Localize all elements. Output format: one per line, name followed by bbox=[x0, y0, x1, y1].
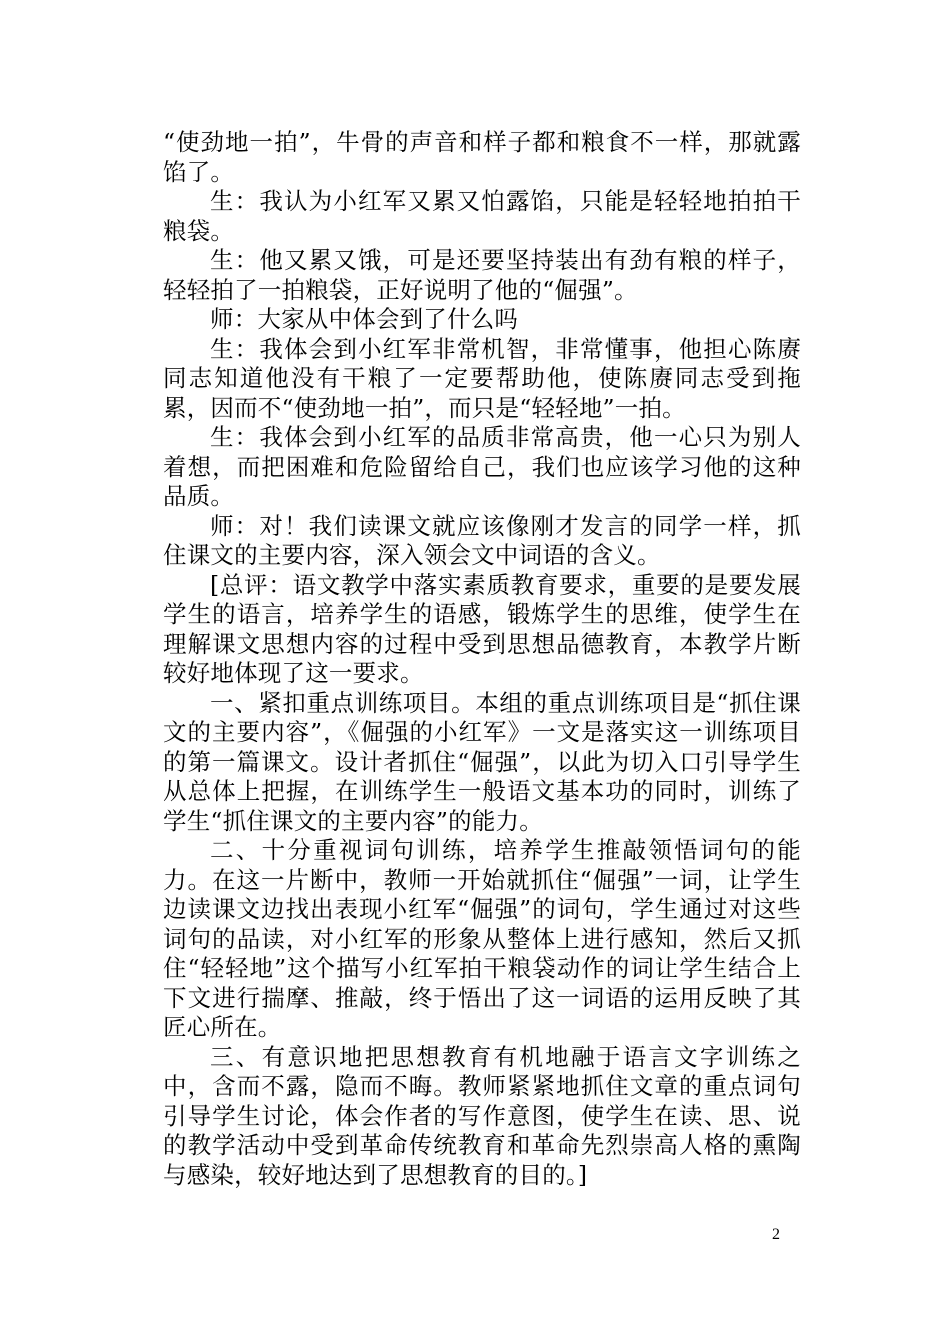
page-number: 2 bbox=[772, 1226, 780, 1243]
paragraph: [总评：语文教学中落实素质教育要求，重要的是要发展学生的语言，培养学生的语感，锻炼学生的思维，使学生在理解课文思想内容的过程中受到思想品德教育，本教学片断较好地体现了这一要求。 bbox=[163, 570, 801, 687]
document-body bbox=[163, 128, 801, 1190]
paragraph: 生：我体会到小红军的品质非常高贵，他一心只为别人着想，而把困难和危险留给自己，我们也应该学习他的这种品质。 bbox=[163, 423, 801, 510]
paragraph: 一、紧扣重点训练项目。本组的重点训练项目是“抓住课文的主要内容”，《倔强的小红军》一文是落实这一训练项目的第一篇课文。设计者抓住“倔强”，以此为切入口引导学生从总体上把握，在训练学生一般语文基本功的同时，训练了学生“抓住课文的主要内容”的能力。 bbox=[163, 688, 801, 835]
paragraph: 师：大家从中体会到了什么吗 bbox=[210, 305, 519, 333]
paragraph: 三、有意识地把思想教育有机地融于语言文字训练之中，含而不露，隐而不晦。教师紧紧地抓住文章的重点词句引导学生讨论，体会作者的写作意图，使学生在读、思、说的教学活动中受到革命传统教育和革命先烈崇高人格的熏陶与感染，较好地达到了思想教育的目的。] bbox=[163, 1042, 801, 1189]
paragraph: 二、十分重视词句训练，培养学生推敲领悟词句的能力。在这一片断中，教师一开始就抓住“倔强”一词，让学生边读课文边找出表现小红军“倔强”的词句，学生通过对这些词句的品读，对小红军的形象从整体上进行感知，然后又抓住“轻轻地”这个描写小红军拍干粮袋动作的词让学生结合上下文进行揣摩、推敲，终于悟出了这一词语的运用反映了其匠心所在。 bbox=[163, 836, 801, 1041]
paragraph: 生：我体会到小红军非常机智，非常懂事，他担心陈赓同志知道他没有干粮了一定要帮助他，使陈赓同志受到拖累，因而不“使劲地一拍”，而只是“轻轻地”一拍。 bbox=[163, 334, 801, 422]
paragraph: 生：他又累又饿，可是还要坚持装出有劲有粮的样子，轻轻拍了一拍粮袋，正好说明了他的“倔强”。 bbox=[163, 246, 801, 304]
paragraph: “使劲地一拍”，牛骨的声音和样子都和粮食不一样，那就露馅了。 bbox=[163, 128, 801, 186]
paragraph: 师：对！我们读课文就应该像刚才发言的同学一样，抓住课文的主要内容，深入领会文中词语的含义。 bbox=[163, 511, 801, 569]
paragraph: 生：我认为小红军又累又怕露馅，只能是轻轻地拍拍干粮袋。 bbox=[163, 187, 801, 245]
